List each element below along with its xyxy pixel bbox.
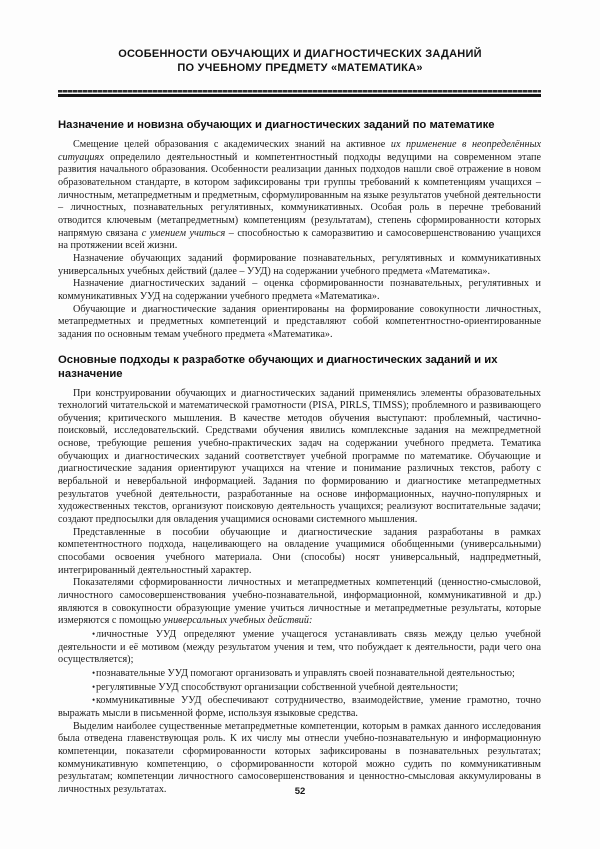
text-run: Назначение обучающих заданий формирование познавательных, регулятивных и коммуникативных универсальных учебных действий (далее – УУД) на содержании учебного предмета «Математика». (58, 252, 541, 277)
bullet-dot: • (92, 681, 96, 692)
body-paragraph (58, 253, 541, 278)
italic-text-run: их применение в неопределённых ситуациях (58, 139, 541, 163)
section-body-2 (58, 388, 541, 797)
body-paragraph (58, 577, 541, 628)
text-run: Смещение целей образования с академических знаний на активное (73, 139, 391, 150)
page-title-line1: ОСОБЕННОСТИ ОБУЧАЮЩИХ И ДИАГНОСТИЧЕСКИХ ЗАДАНИЙ (118, 48, 482, 60)
text-run: Назначение диагностических заданий – оценка сформированности познавательных, регулятивных и коммуникативных УУД на содержании учебного предмета «Математика». (58, 278, 541, 302)
section-heading-1: Назначение и новизна обучающих и диагностических заданий по математике (58, 119, 495, 131)
text-run: познавательные УУД помогают организовать и управлять своей познавательной деятельностью; (96, 667, 515, 679)
body-paragraph (58, 139, 541, 253)
bullet-item (58, 681, 541, 695)
italic-text-run: универсальных учебных действий: (163, 615, 313, 627)
page-title (58, 47, 542, 75)
bullet-dot: • (92, 628, 96, 639)
text-run: регулятивные УУД способствуют организации собственной учебной деятельности; (96, 681, 459, 693)
page-content (58, 118, 541, 797)
italic-text-run: с умением учиться (141, 227, 226, 239)
text-run: Представленные в пособии обучающие и диагностические задания разработаны в рамках компетентностного подхода, нацеливающего на овладение учащимися обобщенными (универсальными) способами освоения учебного материала. Они (способы) носят универсальный, надпредметный, интегрированный деятельностный характер. (58, 526, 541, 576)
text-run: определило деятельностный и компетентностный подходы ведущими на современном этапе развития начального образования. Особенности реализации данных подходов нашли своё отражение в новом образовательном стандарте, в котором зафиксированы три группы требований к компетенциям учащихся – личностным, метапредметным и предметным, сформулированным на языке результатов учебной деятельности – личностных, познавательных регулятивных, коммуникативных. Особая роль в перечне требований отводится ключевым (метапредметным) компетенциям (результатам), степень сформированности которых напрямую связана (58, 151, 541, 239)
double-rule-divider (58, 90, 541, 97)
page-title-line2: ПО УЧЕБНОМУ ПРЕДМЕТУ «МАТЕМАТИКА» (177, 62, 423, 74)
body-paragraph (58, 278, 541, 303)
text-run: Обучающие и диагностические задания ориентированы на формирование совокупности личностных, метапредметных и предметных компетенций и представляют собой компетентностно-ориентированные задания по основным темам учебного предмета «Математика». (58, 303, 541, 340)
text-run: Показателями сформированности личностных и метапредметных компетенций (ценностно-смысловой, личностного самосовершенствования учебно-познавательной, информационной, коммуникативной и др.) являются в совокупности образующие умение учиться личностные и метапредметные результаты, которые измеряются с помощью (58, 577, 541, 627)
text-run: Выделим наиболее существенные метапредметные компетенции, которым в рамках данного исследования была отведена главенствующая роль. К их числу мы отнесли учебно-познавательную и информационную компетенции, показатели сформированности которых зафиксированы в познавательных результатах; коммуникативную компетенцию, о сформированности которой можно судить по коммуникативным результатам; компетенции личностного самосовершенствования и ценностно-смысловая аккумулированы в личностных результатах. (58, 720, 541, 795)
text-run: коммуникативные УУД обеспечивают сотрудничество, взаимодействие, умение грамотно, точно выражать мысли в письменной форме, используя языковые средства. (58, 695, 541, 719)
text-run: При конструировании обучающих и диагностических заданий применялись элементы образовательных технологий читательской и математической грамотности (PISA, PIRLS, TIMSS); проблемного и развивающего обучения; критического мышления. В качестве методов обучения выступают: проблемный, частично-поисковый, исследовательский. Средствами обучения явились комплексные задания на межпредметной основе, требующие решения учебно-практических задач на содержании учебного предмета. Тематика обучающих и диагностических заданий соответствует учебной программе по математике. Обучающие и диагностические задания ориентируют учащихся на чтение и понимание различных текстов, работу с вербальной и невербальной информацией. Задания по формированию и диагностике метапредметных результатов учебной деятельности, разработанные на основе информационных, научно-популярных и художественных текстов, организуют поисковую деятельность учащихся; реализуют воспитательные задачи; создают предпосылки для овладения учащимися основами системного мышления. (58, 387, 541, 526)
bullet-item (58, 667, 541, 681)
bullet-item (58, 694, 541, 720)
text-run: личностные УУД определяют умение учащегося устанавливать связь между целью учебной деятельности и её мотивом (между результатом учения и тем, что побуждает к деятельности, ради чего она осуществляется); (58, 628, 541, 666)
bullet-dot: • (92, 695, 96, 706)
section-body-1 (58, 139, 541, 342)
body-paragraph (58, 304, 541, 342)
body-paragraph (58, 388, 541, 527)
text-run: – способностью к саморазвитию и самосовершенствованию учащихся на протяжении всей жизни. (58, 227, 541, 252)
bullet-item (58, 628, 541, 667)
bullet-dot: • (92, 667, 96, 678)
section-heading-2: Основные подходы к разработке обучающих и диагностических заданий и их назначение (58, 353, 498, 380)
page-number: 52 (294, 786, 306, 797)
body-paragraph (58, 527, 541, 578)
